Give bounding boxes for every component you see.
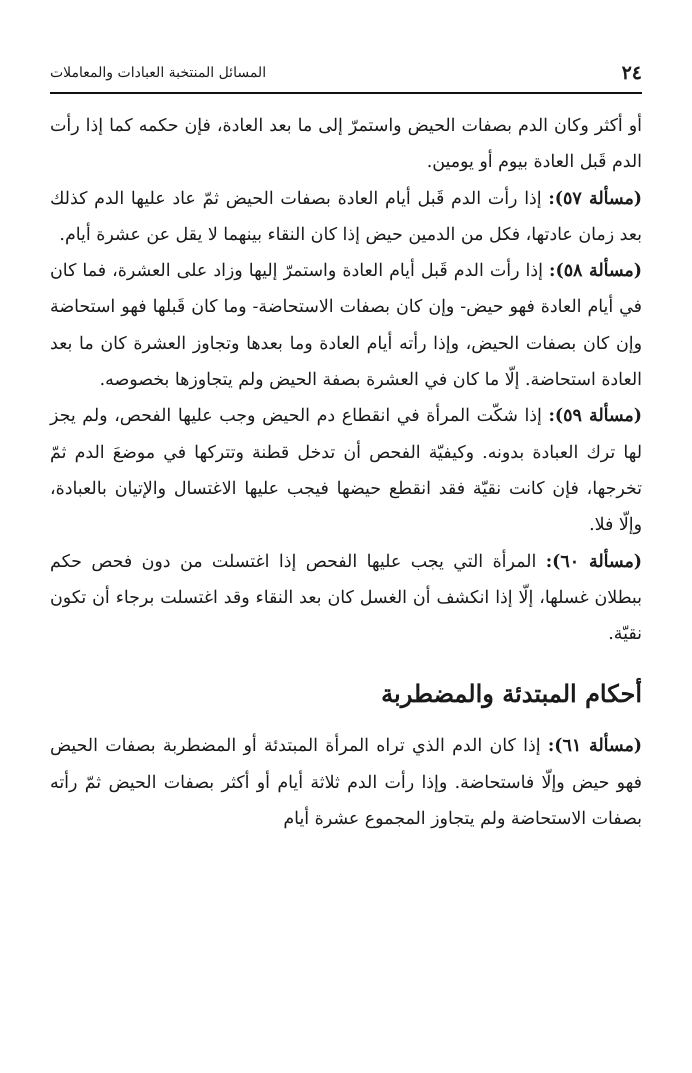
paragraph-text: إذا كان الدم الذي تراه المرأة المبتدئة أو المضطربة بصفات الحيض فهو حيض وإلّا فاستحاضة. وإذا رأت الدم ثلاثة أيام أو أكثر بصفات الحيض ثمّ رأته بصفات الاستحاضة ولم يتجاوز المجموع عشرة أيام: [50, 736, 642, 830]
paragraph-text: المرأة التي يجب عليها الفحص إذا اغتسلت من دون فحص حكم ببطلان غسلها، إلّا إذا انكشف أن الغسل كان بعد النقاء وقد اغتسلت برجاء أن تكون نقيّة.: [50, 551, 642, 645]
page-number: ٢٤: [621, 62, 642, 84]
section-heading: أحكام المبتدئة والمضطربة: [381, 679, 642, 709]
body-text: [50, 108, 642, 837]
masala-label: (مسألة ٦٠):: [545, 551, 642, 572]
paragraph: [50, 544, 642, 653]
header-rule: [50, 92, 642, 94]
paragraph: [50, 728, 642, 837]
paragraph: [50, 253, 642, 398]
paragraph-text: إذا رأت الدم قَبل أيام العادة بصفات الحيض ثمّ عاد عليها الدم كذلك بعد زمان عادتها، فكل من الدمين حيض إذا كان النقاء بينهما لا يقل عن عشرة أيام.: [50, 188, 642, 245]
paragraph: [50, 398, 642, 543]
masala-label: (مسألة ٥٨):: [549, 261, 642, 282]
masala-label: (مسألة ٦١):: [547, 736, 642, 757]
paragraph-text: إذا شكّت المرأة في انقطاع دم الحيض وجب عليها الفحص، ولم يجز لها ترك العبادة بدونه. وكيفيّة الفحص أن تدخل قطنة وتتركها في موضعَ الدم ثمّ تخرجها، فإن كانت نقيّة فقد انقطع حيضها فيجب عليها الاغتسال والإتيان بالعبادة، وإلّا فلا.: [50, 406, 642, 536]
masala-label: (مسألة ٥٩):: [548, 406, 642, 427]
masala-label: (مسألة ٥٧):: [548, 188, 642, 209]
paragraph: [50, 108, 642, 181]
document-page: [50, 58, 642, 1058]
running-header: [50, 58, 642, 88]
paragraph: [50, 181, 642, 254]
book-title: المسائل المنتخبة العبادات والمعاملات: [50, 65, 267, 81]
paragraph-text: أو أكثر وكان الدم بصفات الحيض واستمرّ إلى ما بعد العادة، فإن حكمه كما إذا رأت الدم قَبل العادة بيوم أو يومين.: [50, 116, 642, 173]
paragraph-text: إذا رأت الدم قَبل أيام العادة واستمرّ إليها وزاد على العشرة، فما كان في أيام العادة فهو حيض- وإن كان بصفات الاستحاضة- وما كان قَبلها فهو استحاضة وإن كان بصفات الحيض، وإذا رأته أيام العادة وما بعدها وتجاوز العشرة كان ما بعد العادة استحاضة. إلّا ما كان في العشرة بصفة الحيض ولم يتجاوزها بخصوصه.: [50, 261, 642, 391]
